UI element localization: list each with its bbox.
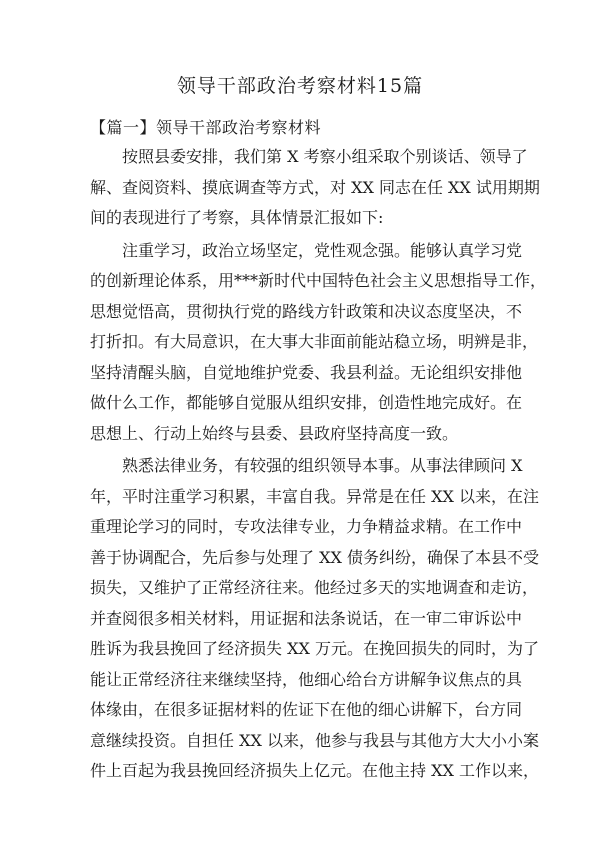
text-line: 意继续投资。自担任 XX 以来，他参与我县与其他方大大小小案	[90, 730, 539, 750]
section-heading: 【篇一】领导干部政治考察材料	[90, 118, 322, 137]
text-line: 按照县委安排，我们第 X 考察小组采取个别谈话、领导了	[122, 147, 528, 166]
text-line: 体缘由，在很多证据材料的佐证下在他的细心讲解下，台方同	[90, 700, 523, 719]
paragraph	[90, 451, 539, 787]
text-line: 熟悉法律业务，有较强的组织领导本事。从事法律顾问 X	[122, 456, 523, 475]
text-line: 解、查阅资料、摸底调查等方式，对 XX 同志在任 XX 试用期期	[90, 177, 540, 197]
text-line: 损失，又维护了正常经济往来。他经过多天的实地调查和走访，	[90, 578, 539, 597]
text-line: 年，平时注重学习积累，丰富自我。异常是在任 XX 以来，在注	[90, 486, 539, 506]
text-line: 善于协调配合，先后参与处理了 XX 债务纠纷，确保了本县不受	[90, 547, 539, 567]
text-line: 胜诉为我县挽回了经济损失 XX 万元。在挽回损失的同时，为了	[90, 639, 539, 658]
text-line: 坚持清醒头脑，自觉地维护党委、我县利益。无论组织安排他	[90, 362, 523, 382]
text-line: 的创新理论体系，用***新时代中国特色社会主义思想指导工作，	[90, 271, 547, 290]
text-line: 重理论学习的同时，专攻法律专业，力争精益求精。在工作中	[90, 517, 523, 536]
text-line: 并查阅很多相关材料，用证据和法条说话，在一审二审诉讼中	[90, 608, 523, 628]
text-line: 打折扣。有大局意识，在大事大非面前能站稳立场，明辨是非，	[90, 332, 539, 351]
text-line: 思想觉悟高，贯彻执行党的路线方针政策和决议态度坚决，不	[90, 301, 523, 321]
text-line: 做什么工作，都能够自觉服从组织安排，创造性地完成好。在	[90, 393, 523, 412]
text-line: 思想上、行动上始终与县委、县政府坚持高度一致。	[90, 423, 459, 443]
text-line: 件上百起为我县挽回经济损失上亿元。在他主持 XX 工作以来，	[90, 761, 539, 780]
document-body	[90, 142, 547, 787]
text-line: 注重学习，政治立场坚定，党性观念强。能够认真学习党	[122, 240, 523, 260]
paragraph	[90, 236, 547, 450]
text-line: 间的表现进行了考察，具体情景汇报如下:	[90, 208, 384, 227]
text-line: 能让正常经济往来继续坚持，他细心给台方讲解争议焦点的具	[90, 669, 523, 689]
paragraph	[90, 142, 540, 234]
document-title: 领导干部政治考察材料15篇	[176, 75, 424, 97]
